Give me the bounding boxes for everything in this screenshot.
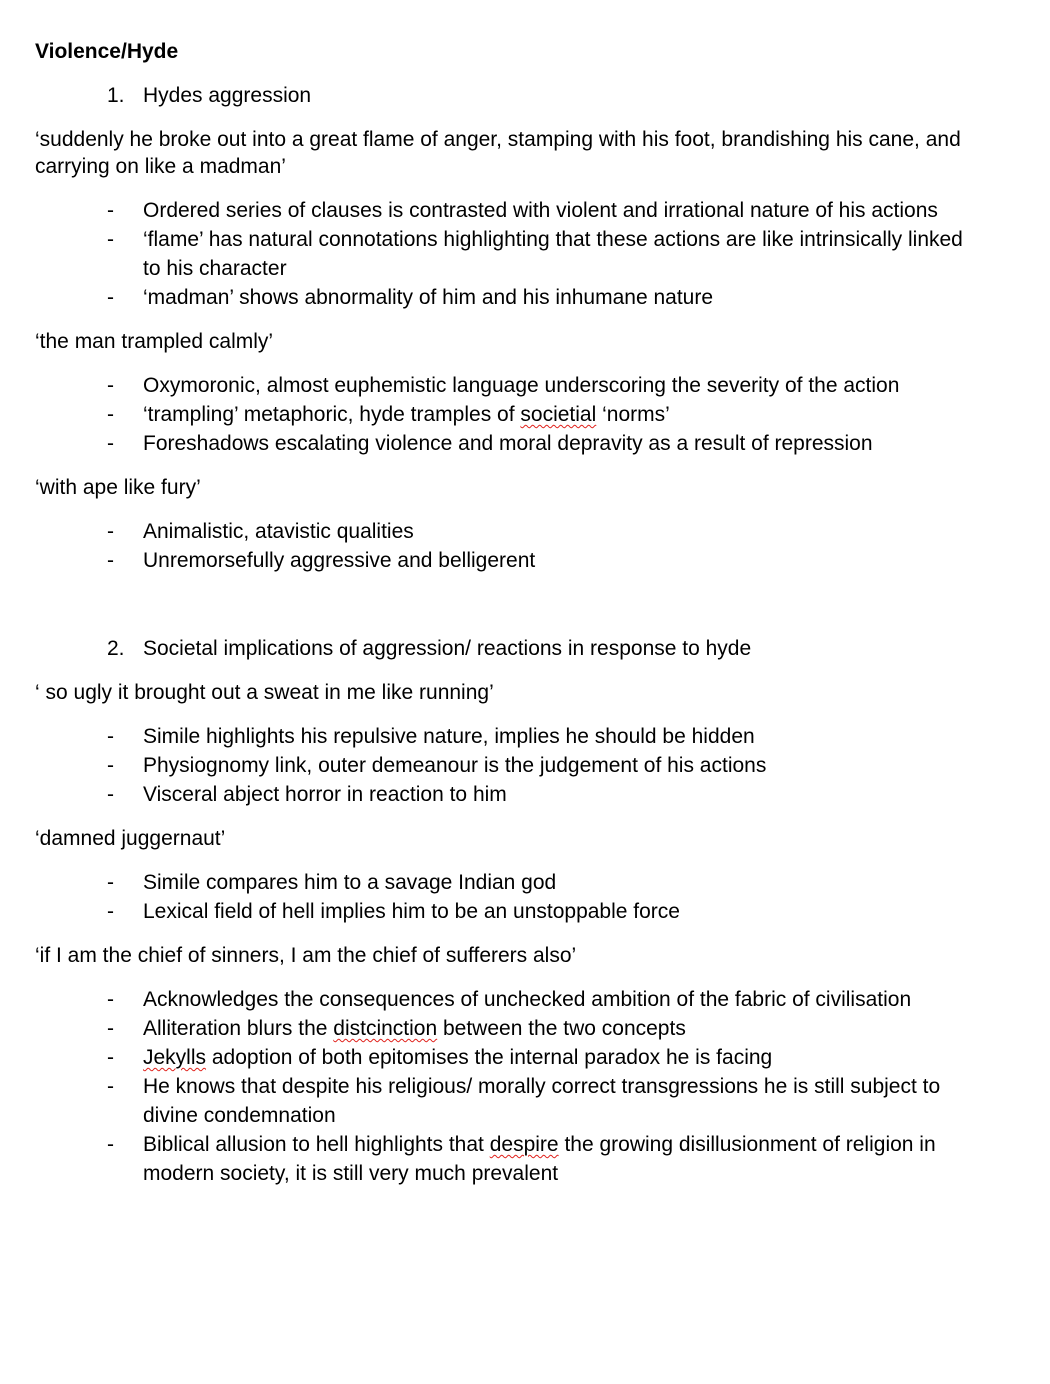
dash-bullet-icon: - — [107, 988, 114, 1011]
document-page — [35, 38, 975, 1204]
dash-bullet-icon: - — [107, 432, 114, 455]
list-item-text: He knows that despite his religious/ morally correct transgressions he is still subject to divine condemnation — [143, 1075, 941, 1127]
list-item — [35, 868, 975, 897]
list-item-text — [143, 400, 975, 429]
dash-bullet-icon: - — [107, 228, 114, 251]
list-item-text — [143, 1130, 975, 1188]
list-item-text: ‘madman’ shows abnormality of him and his inhumane nature — [143, 286, 714, 309]
list-item — [35, 985, 975, 1014]
misspelled-word[interactable]: Jekylls — [143, 1046, 207, 1069]
list-item-text: Oxymoronic, almost euphemistic language underscoring the severity of the action — [143, 374, 900, 397]
dash-bullet-icon: - — [107, 871, 114, 894]
dash-bullet-icon: - — [107, 403, 114, 426]
misspelled-word[interactable]: societial — [520, 403, 597, 426]
dash-bullet-icon: - — [107, 1017, 114, 1040]
list-item — [35, 546, 975, 575]
list-item-text — [143, 1014, 975, 1043]
section-number: 2. — [107, 637, 125, 660]
section-number: 1. — [107, 84, 125, 107]
bullet-list — [35, 868, 975, 926]
dash-bullet-icon: - — [107, 900, 114, 923]
section-heading-2 — [35, 635, 975, 663]
bullet-list — [35, 722, 975, 809]
section-heading-text: Hydes aggression — [143, 84, 312, 107]
list-item-text: Acknowledges the consequences of unchecked ambition of the fabric of civilisation — [143, 988, 912, 1011]
dash-bullet-icon: - — [107, 374, 114, 397]
bullet-list — [35, 985, 975, 1188]
document-title: Violence/Hyde — [35, 40, 179, 63]
bullet-list — [35, 517, 975, 575]
list-item-text: ‘flame’ has natural connotations highlighting that these actions are like intrinsically linked to his character — [143, 228, 963, 280]
text-segment: Biblical allusion to hell highlights that — [143, 1133, 490, 1156]
list-item-text: Physiognomy link, outer demeanour is the judgement of his actions — [143, 754, 767, 777]
list-item — [35, 722, 975, 751]
dash-bullet-icon: - — [107, 1075, 114, 1098]
bullet-list — [35, 371, 975, 458]
list-item — [35, 429, 975, 458]
text-segment: Alliteration blurs the — [143, 1017, 334, 1040]
quote: ‘ so ugly it brought out a sweat in me like running’ — [35, 681, 494, 704]
list-item-text — [143, 1043, 975, 1072]
misspelled-word[interactable]: despire — [489, 1133, 559, 1156]
dash-bullet-icon: - — [107, 783, 114, 806]
quote: ‘if I am the chief of sinners, I am the chief of sufferers also’ — [35, 944, 577, 967]
text-segment: ‘trampling’ metaphoric, hyde tramples of — [143, 403, 521, 426]
list-item — [35, 751, 975, 780]
list-item-text: Ordered series of clauses is contrasted with violent and irrational nature of his actions — [143, 199, 938, 222]
list-item — [35, 225, 975, 283]
list-item-text: Lexical field of hell implies him to be an unstoppable force — [143, 900, 680, 923]
list-item — [35, 1043, 975, 1072]
empty-paragraph — [35, 591, 975, 635]
quote: ‘suddenly he broke out into a great flame of anger, stamping with his foot, brandishing his cane, and carrying on like a madman’ — [35, 128, 961, 178]
list-item — [35, 1014, 975, 1043]
list-item — [35, 400, 975, 429]
list-item-text: Simile compares him to a savage Indian god — [143, 871, 557, 894]
list-item — [35, 517, 975, 546]
list-item — [35, 1130, 975, 1188]
list-item — [35, 1072, 975, 1130]
list-item — [35, 371, 975, 400]
list-item — [35, 196, 975, 225]
dash-bullet-icon: - — [107, 725, 114, 748]
dash-bullet-icon: - — [107, 520, 114, 543]
section-heading-1 — [35, 82, 975, 110]
text-segment: between the two concepts — [437, 1017, 686, 1040]
list-item-text: Simile highlights his repulsive nature, implies he should be hidden — [143, 725, 755, 748]
list-item — [35, 283, 975, 312]
quote: ‘with ape like fury’ — [35, 476, 201, 499]
text-segment: adoption of both epitomises the internal paradox he is facing — [206, 1046, 773, 1069]
text-segment: the growing disillusionment of religion in modern society, it is still very much prevalent — [143, 1133, 936, 1185]
list-item-text: Unremorsefully aggressive and belligerent — [143, 549, 536, 572]
dash-bullet-icon: - — [107, 754, 114, 777]
list-item — [35, 897, 975, 926]
section-heading-text: Societal implications of aggression/ reactions in response to hyde — [143, 637, 752, 660]
list-item-text: Foreshadows escalating violence and moral depravity as a result of repression — [143, 432, 873, 455]
dash-bullet-icon: - — [107, 1133, 114, 1156]
misspelled-word[interactable]: distcinction — [333, 1017, 438, 1040]
dash-bullet-icon: - — [107, 549, 114, 572]
bullet-list — [35, 196, 975, 312]
dash-bullet-icon: - — [107, 199, 114, 222]
list-item-text: Visceral abject horror in reaction to him — [143, 783, 507, 806]
list-item — [35, 780, 975, 809]
dash-bullet-icon: - — [107, 1046, 114, 1069]
text-segment: ‘norms’ — [596, 403, 670, 426]
list-item-text: Animalistic, atavistic qualities — [143, 520, 414, 543]
quote: ‘damned juggernaut’ — [35, 827, 226, 850]
dash-bullet-icon: - — [107, 286, 114, 309]
quote: ‘the man trampled calmly’ — [35, 330, 274, 353]
